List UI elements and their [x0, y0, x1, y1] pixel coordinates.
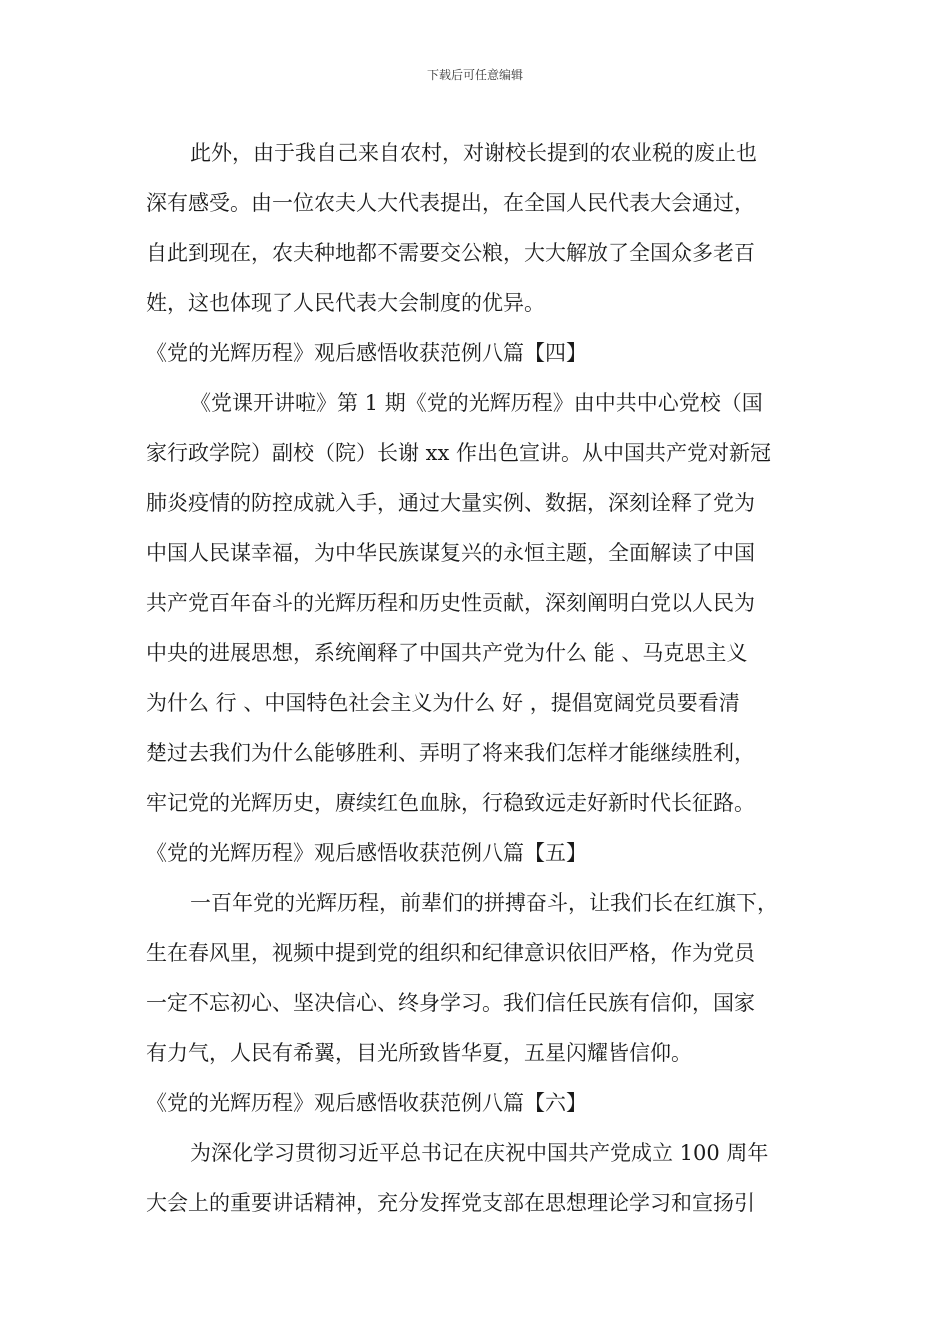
- section-heading: 《党的光辉历程》观后感悟收获范例八篇【六】: [146, 1091, 587, 1115]
- document-body: [146, 133, 816, 1233]
- paragraph-line: 中国人民谋幸福，为中华民族谋复兴的永恒主题，全面解读了中国: [146, 541, 755, 565]
- paragraph-line: 深有感受。由一位农夫人大代表提出，在全国人民代表大会通过，: [146, 191, 755, 215]
- paragraph-line: 一百年党的光辉历程，前辈们的拼搏奋斗，让我们长在红旗下，: [190, 891, 778, 915]
- paragraph-line: 此外，由于我自己来自农村，对谢校长提到的农业税的废止也: [190, 141, 757, 165]
- paragraph-line: 肺炎疫情的防控成就入手，通过大量实例、数据，深刻诠释了党为: [146, 491, 755, 515]
- paragraph-line: 姓，这也体现了人民代表大会制度的优异。: [146, 291, 545, 315]
- paragraph-line: 自此到现在，农夫种地都不需要交公粮，大大解放了全国众多老百: [146, 241, 755, 265]
- section-heading: 《党的光辉历程》观后感悟收获范例八篇【五】: [146, 841, 587, 865]
- paragraph-line: 为什么 行 、中国特色社会主义为什么 好 ，提倡宽阔党员要看清: [146, 691, 740, 715]
- paragraph-line: 大会上的重要讲话精神，充分发挥党支部在思想理论学习和宣扬引: [146, 1191, 755, 1215]
- paragraph-line: 家行政学院）副校（院）长谢 xx 作出色宣讲。从中国共产党对新冠: [146, 441, 772, 465]
- paragraph-line: 《党课开讲啦》第 1 期《党的光辉历程》由中共中心党校（国: [190, 391, 763, 415]
- paragraph-line: 中央的进展思想，系统阐释了中国共产党为什么 能 、马克思主义: [146, 641, 748, 665]
- paragraph-line: 有力气，人民有希翼，目光所致皆华夏，五星闪耀皆信仰。: [146, 1041, 692, 1065]
- paragraph-line: 生在春风里，视频中提到党的组织和纪律意识依旧严格，作为党员: [146, 941, 755, 965]
- paragraph-line: 楚过去我们为什么能够胜利、弄明了将来我们怎样才能继续胜利，: [146, 741, 755, 765]
- paragraph-line: 为深化学习贯彻习近平总书记在庆祝中国共产党成立 100 周年: [190, 1141, 769, 1165]
- paragraph-line: 牢记党的光辉历史，赓续红色血脉，行稳致远走好新时代长征路。: [146, 791, 755, 815]
- page-header: 下载后可任意编辑: [426, 68, 523, 82]
- paragraph-line: 共产党百年奋斗的光辉历程和历史性贡献，深刻阐明白党以人民为: [146, 591, 755, 615]
- section-heading: 《党的光辉历程》观后感悟收获范例八篇【四】: [146, 341, 587, 365]
- paragraph-line: 一定不忘初心、坚决信心、终身学习。我们信任民族有信仰，国家: [146, 991, 755, 1015]
